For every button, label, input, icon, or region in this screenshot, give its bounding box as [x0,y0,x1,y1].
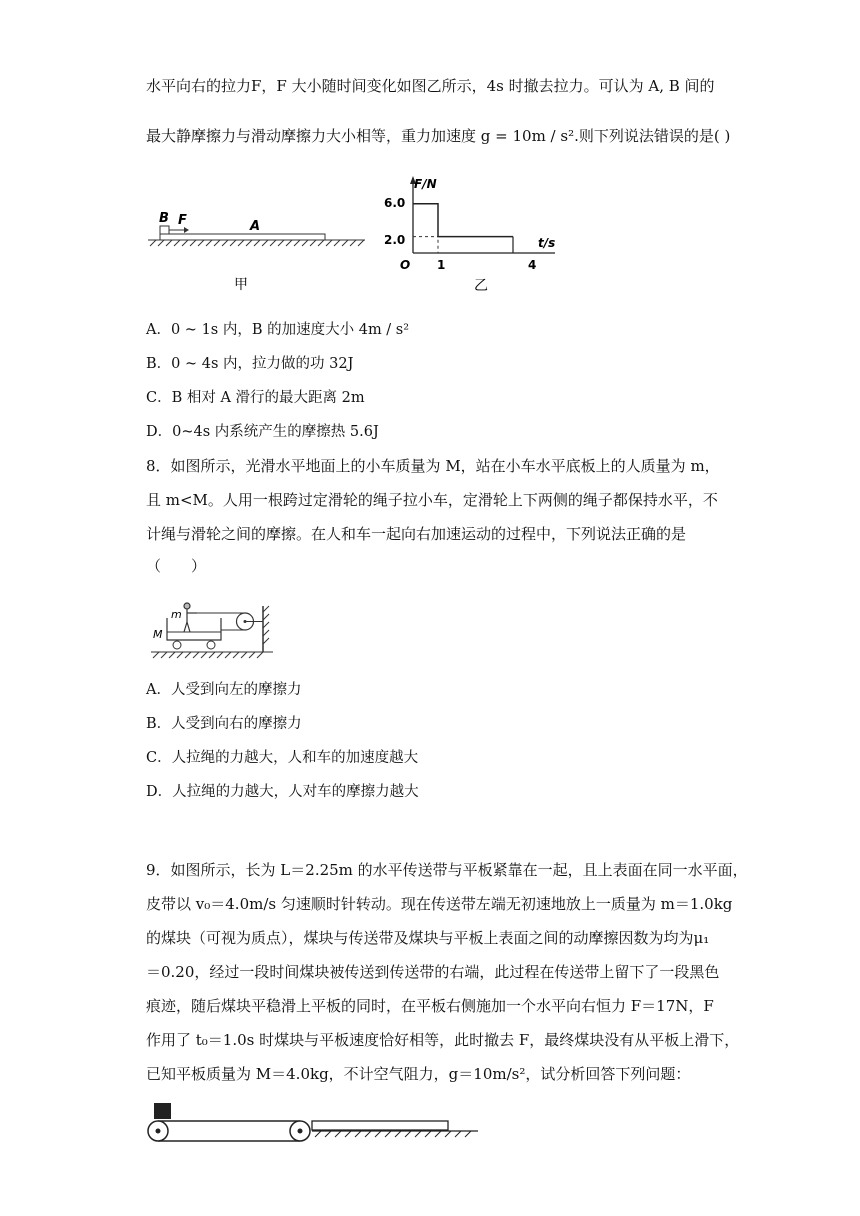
q8-option-c: C．人拉绳的力越大，人和车的加速度越大 [146,750,419,766]
y-tick-6: 6.0 [384,196,406,210]
label-f: F [178,213,187,228]
ground-hatching [153,652,263,658]
cart-wheel-right [207,641,215,649]
caption-yi: 乙 [474,278,488,294]
person [184,603,197,632]
q8-line-3: 计绳与滑轮之间的摩擦。在人和车一起向右加速运动的过程中，下列说法正确的是 [146,525,687,543]
q9-line-6: 作用了 t₀＝1.0s 时煤块与平板速度恰好相等，此时撤去 F，最终煤块没有从平板上滑下， [146,1031,740,1049]
force-series-line [413,204,513,237]
x-tick-4: 4 [528,258,537,272]
q9-line-5: 痕迹，随后煤块平稳滑上平板的同时，在平板右侧施加一个水平向右恒力 F＝17N，F [146,997,714,1015]
figure-yi-chart [380,170,570,300]
y-axis-label: F/N [414,177,437,191]
ground-hatching [148,240,365,246]
q8-line-4: （ ） [146,557,207,575]
q9-line-7: 已知平板质量为 M＝4.0kg，不计空气阻力，g＝10m/s²，试分析回答下列问题： [146,1065,691,1083]
figure-conveyor [145,1100,485,1150]
block-b [160,226,169,234]
origin-label: O [400,258,411,272]
q9-line-2: 皮带以 v₀＝4.0m/s 匀速顺时针转动。现在传送带左端无初速地放上一质量为 m＝1.0kg [146,895,733,913]
label-b: B [159,211,169,226]
q9-line-3: 的煤块（可视为质点），煤块与传送带及煤块与平板上表面之间的动摩擦因数为均为μ₁ [146,929,710,947]
q7-option-a: A．0 ~ 1s 内，B 的加速度大小 4m / s² [146,322,410,338]
q7-line-1: 水平向右的拉力F，F 大小随时间变化如图乙所示，4s 时撤去拉力。可认为 A, B 间的 [146,77,715,95]
q8-option-b: B．人受到向右的摩擦力 [146,716,302,732]
q8-option-a: A．人受到向左的摩擦力 [146,682,302,698]
coal-block [154,1103,171,1119]
cart-wheel-left [173,641,181,649]
figure-jia [140,200,370,300]
q7-line-2: 最大静摩擦力与滑动摩擦力大小相等，重力加速度 g = 10m / s².则下列说法错误的是( ) [146,127,731,145]
x-axis-label: t/s [538,236,556,250]
q9-line-1: 9．如图所示，长为 L＝2.25m 的水平传送带与平板紧靠在一起，且上表面在同一水平面， [146,861,748,879]
roller-left-axle [156,1129,161,1134]
label-big-m: M [153,628,163,641]
q8-option-d: D．人拉绳的力越大，人对车的摩擦力越大 [146,784,419,800]
wall-hatching [263,606,269,644]
q7-option-c: C．B 相对 A 滑行的最大距离 2m [146,390,365,406]
q9-line-4: ＝0.20，经过一段时间煤块被传送到传送带的右端，此过程在传送带上留下了一段黑色 [146,963,720,981]
caption-jia: 甲 [234,277,248,293]
label-m: m [171,608,182,621]
cart [167,618,221,640]
y-tick-2: 2.0 [384,233,406,247]
q7-option-d: D．0~4s 内系统产生的摩擦热 5.6J [146,424,379,440]
figure-cart-pulley [145,596,280,662]
plank [312,1121,448,1130]
x-tick-1: 1 [437,258,446,272]
q8-line-2: 且 m<M。人用一根跨过定滑轮的绳子拉小车，定滑轮上下两侧的绳子都保持水平，不 [146,491,718,509]
q8-line-1: 8．如图所示，光滑水平地面上的小车质量为 M，站在小车水平底板上的人质量为 m， [146,457,720,475]
board-a [160,234,325,240]
q7-option-b: B．0 ~ 4s 内，拉力做的功 32J [146,356,354,372]
roller-right-axle [298,1129,303,1134]
ground-hatching [315,1131,471,1137]
label-a: A [250,219,261,234]
